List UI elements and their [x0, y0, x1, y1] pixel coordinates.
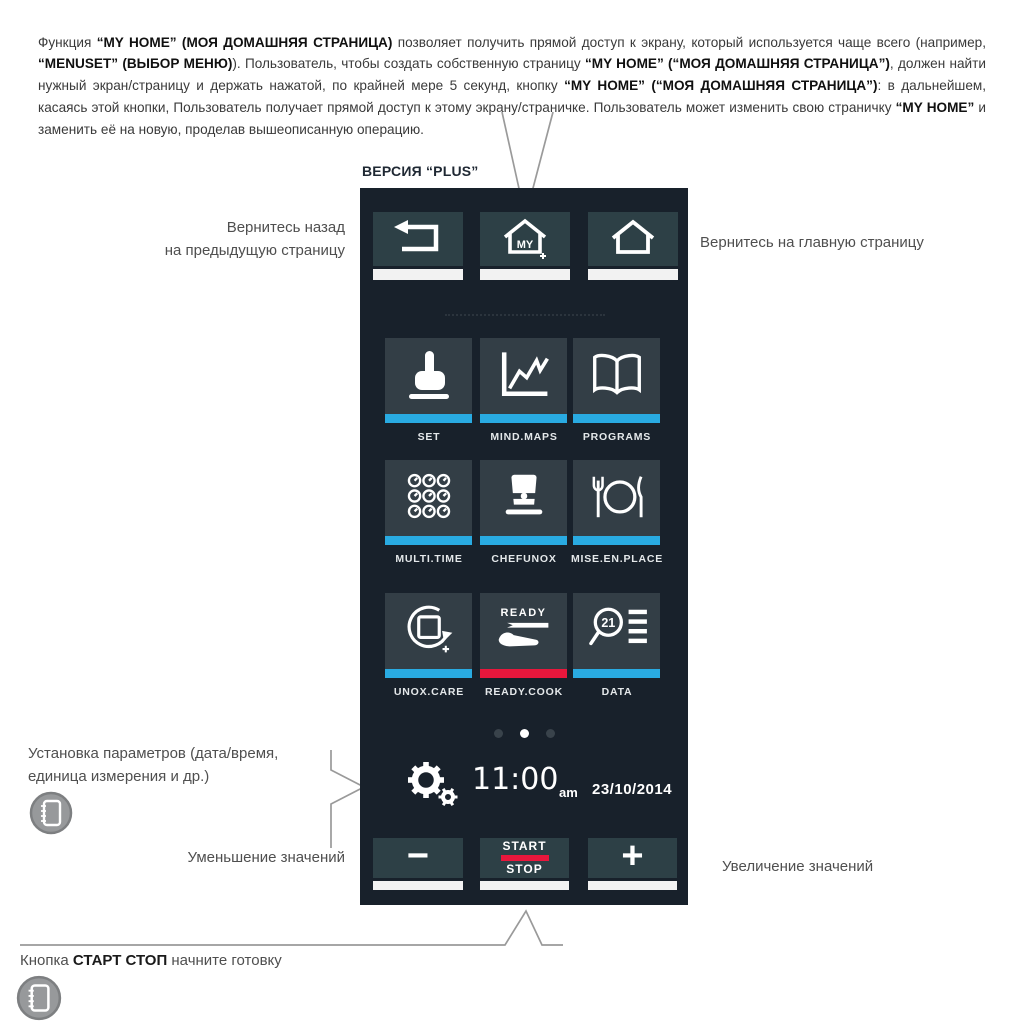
plate-cutlery-icon	[586, 469, 648, 528]
tile-label-set: SET	[417, 431, 441, 443]
annotation-decrease: Уменьшение значений	[187, 849, 345, 866]
button-underline	[373, 881, 463, 890]
tile-data[interactable]	[573, 593, 660, 678]
tile-underline	[480, 414, 567, 423]
start-stop-button[interactable]	[480, 838, 569, 890]
manual-booklet-icon	[28, 790, 74, 841]
tile-chefunox[interactable]	[480, 460, 567, 545]
tile-label-miseenplace: MISE.EN.PLACE	[570, 553, 664, 565]
tile-mindmaps[interactable]	[480, 338, 567, 423]
annotation-settings: Установка параметров (дата/время, единица измерения и др.)	[28, 745, 279, 785]
gear-icon	[404, 795, 458, 812]
button-underline	[373, 269, 463, 280]
start-label: START	[502, 839, 547, 854]
page-dots	[360, 729, 688, 738]
chart-icon	[493, 347, 555, 406]
minus-button[interactable]	[373, 835, 463, 890]
tile-programs[interactable]	[573, 338, 660, 423]
page-dot-2-active[interactable]	[520, 729, 529, 738]
tile-underline	[385, 536, 472, 545]
tile-underline	[573, 414, 660, 423]
rotate-care-icon	[399, 601, 459, 662]
clock-meridiem: am	[559, 785, 578, 800]
button-underline	[480, 881, 569, 890]
tile-underline	[385, 414, 472, 423]
start-stop-red-bar	[501, 855, 549, 861]
annotation-start-stop: Кнопка СТАРТ СТОП начните готовку	[20, 952, 282, 969]
minus-icon: −	[406, 835, 430, 877]
my-home-button[interactable]	[480, 212, 570, 280]
tile-label-mindmaps: MIND.MAPS	[490, 431, 558, 443]
tile-multitime[interactable]	[385, 460, 472, 545]
button-underline	[588, 881, 677, 890]
svg-text:21: 21	[600, 615, 615, 630]
button-underline	[480, 269, 570, 280]
svg-text:MY: MY	[516, 238, 534, 251]
home-icon	[605, 215, 661, 264]
stop-label: STOP	[506, 862, 543, 876]
settings-button[interactable]	[404, 758, 458, 813]
back-button[interactable]	[373, 212, 463, 280]
ready-label: READY	[500, 606, 547, 619]
tile-label-readycook: READY.COOK	[484, 686, 563, 698]
ready-tray-icon	[493, 621, 555, 656]
page-dot-3[interactable]	[546, 729, 555, 738]
multi-clocks-icon	[400, 468, 458, 529]
tile-unoxcare[interactable]	[385, 593, 472, 678]
tile-miseenplace[interactable]	[573, 460, 660, 545]
tile-underline	[385, 669, 472, 678]
tile-underline	[480, 536, 567, 545]
home-button[interactable]	[588, 212, 678, 280]
annotation-back: Вернитесь назад на предыдущую страницу	[164, 219, 345, 259]
tile-readycook[interactable]	[480, 593, 567, 678]
plus-icon: +	[621, 835, 644, 877]
intro-paragraph: Функция “MY HOME” (МОЯ ДОМАШНЯЯ СТРАНИЦА) позволяет получить прямой доступ к экрану, который используется чаще всего (например, “MENUSET” (ВЫБОР МЕНЮ)). Пользователь, чтобы создать собственную страницу “MY HOME” (“МОЯ ДОМАШНЯЯ СТРАНИЦА”), должен найти нужный экран/страницу и держать нажатой, по крайней мере 5 секунд, кнопку “MY HOME” (“МОЯ ДОМАШНЯЯ СТРАНИЦА”): в дальнейшем, касаясь этой кнопки, Пользователь получает прямой доступ к этому экрану/страничке. Пользователь может изменить свою страничку “MY HOME” и заменить её на новую, проделав вышеописанную операцию.	[38, 34, 987, 137]
tile-label-unoxcare: UNOX.CARE	[393, 686, 465, 698]
ghost-text	[445, 306, 605, 316]
annotation-increase: Увеличение значений	[722, 858, 874, 875]
chef-hat-icon	[493, 469, 555, 528]
page-dot-1[interactable]	[494, 729, 503, 738]
oven-touch-panel	[360, 188, 688, 905]
annotation-home: Вернитесь на главную страницу	[700, 234, 924, 251]
clock-date: 23/10/2014	[592, 781, 673, 798]
tile-label-data: DATA	[601, 686, 633, 698]
tile-underline	[573, 669, 660, 678]
plus-button[interactable]	[588, 835, 677, 890]
version-label: ВЕРСИЯ “PLUS”	[362, 163, 479, 179]
tile-label-programs: PROGRAMS	[582, 431, 652, 443]
search-data-icon	[586, 602, 648, 661]
clock-time: 11:00	[472, 762, 559, 797]
tile-label-chefunox: CHEFUNOX	[491, 553, 557, 565]
button-underline	[588, 269, 678, 280]
back-arrow-icon	[390, 215, 446, 264]
tile-underline	[573, 536, 660, 545]
open-book-icon	[586, 348, 648, 405]
manual-booklet-icon	[15, 974, 63, 1024]
tile-set[interactable]	[385, 338, 472, 423]
tile-underline	[480, 669, 567, 678]
my-home-icon	[497, 215, 553, 264]
set-hand-icon	[397, 345, 461, 408]
tile-label-multitime: MULTI.TIME	[395, 553, 463, 565]
